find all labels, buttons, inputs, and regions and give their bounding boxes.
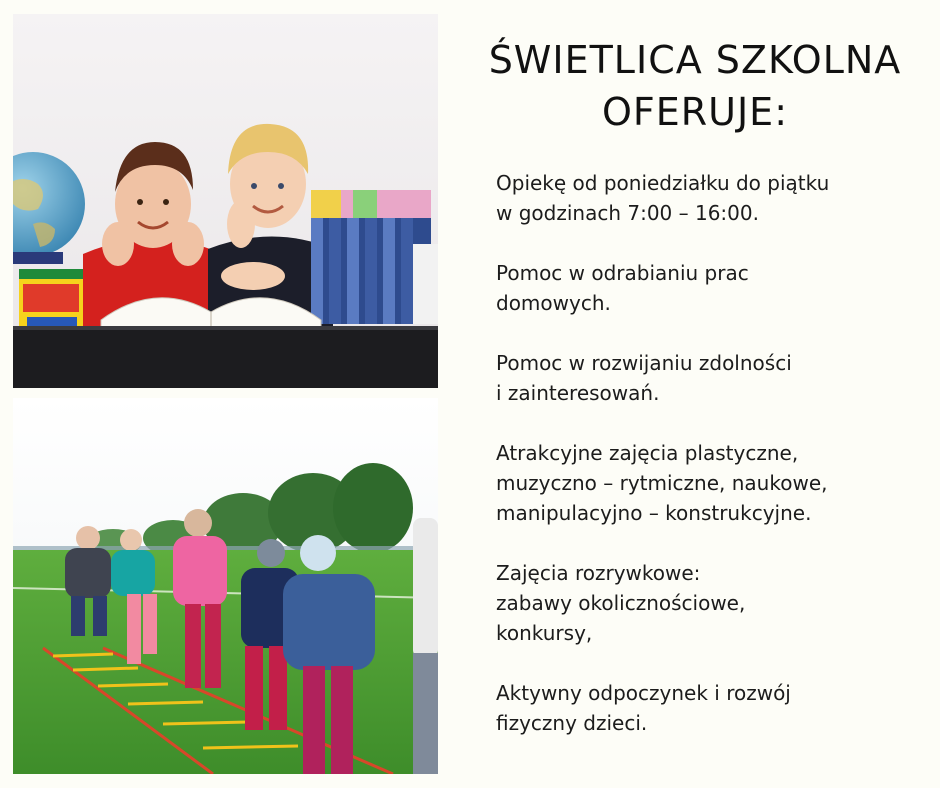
title-line-1: ŚWIETLICA SZKOLNA [488,38,902,82]
title-line-2: OFERUJE: [601,90,788,134]
offer-item-homework-help [496,258,916,318]
offer-line: Aktywny odpoczynek i rozwój [496,681,791,705]
offer-line: Opiekę od poniedziałku do piątku [496,171,830,195]
page-title [470,34,920,138]
offer-line: domowych. [496,291,611,315]
offer-line: fizyczny dzieci. [496,711,648,735]
offer-item-entertainment [496,558,916,648]
photo-children-playing-field [13,398,438,774]
offer-line: Zajęcia rozrywkowe: [496,561,701,585]
offer-line: Pomoc w rozwijaniu zdolności [496,351,792,375]
offer-line: w godzinach 7:00 – 16:00. [496,201,759,225]
offer-line: manipulacyjno – konstrukcyjne. [496,501,812,525]
photo-boys-with-books [13,14,438,388]
offer-line: konkursy, [496,621,593,645]
offer-item-active-rest [496,678,916,738]
offer-item-care-hours [496,168,916,228]
offer-line: muzyczno – rytmiczne, naukowe, [496,471,828,495]
offer-line: i zainteresowań. [496,381,660,405]
offer-line: Pomoc w odrabianiu prac [496,261,749,285]
adult-at-edge-image [413,518,438,774]
crayons-box-image [19,269,83,333]
offer-item-activities [496,438,916,528]
offer-line: Atrakcyjne zajęcia plastyczne, [496,441,799,465]
offers-list [496,168,916,768]
offer-item-talents [496,348,916,408]
offer-line: zabawy okolicznościowe, [496,591,746,615]
desk-image [13,326,438,388]
books-stack-image [311,190,438,324]
